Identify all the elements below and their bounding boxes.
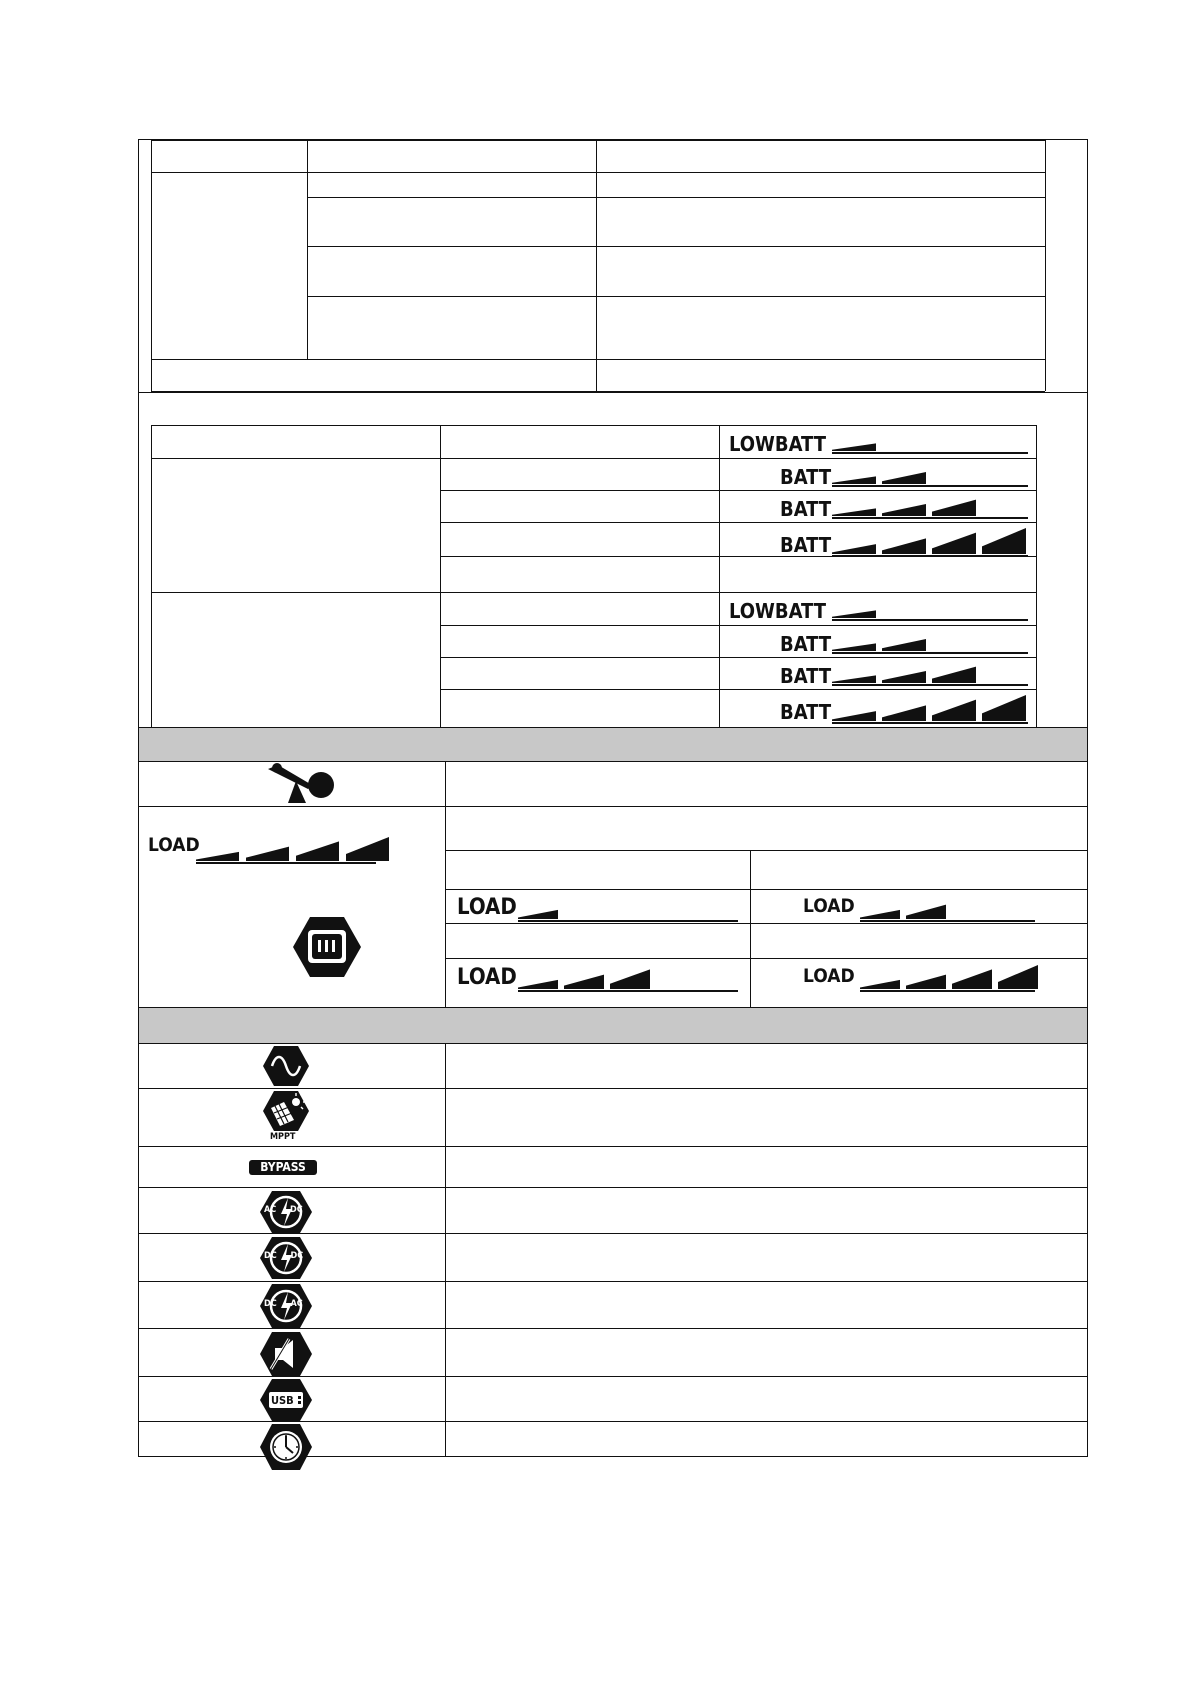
load-lead-segment bbox=[296, 841, 339, 861]
load-cell-label: LOAD bbox=[457, 965, 517, 990]
clock-icon bbox=[259, 1423, 313, 1471]
load-cell-label: LOAD bbox=[803, 895, 855, 917]
battery-label: BATT bbox=[780, 465, 832, 489]
battery-segment bbox=[832, 675, 876, 683]
battery-segment bbox=[832, 508, 876, 516]
battery-label: BATT bbox=[780, 533, 832, 557]
load-level-bar bbox=[860, 894, 1039, 924]
battery-level-bar bbox=[832, 662, 1032, 688]
battery-segment bbox=[882, 671, 926, 683]
battery-label: BATT bbox=[780, 700, 832, 724]
load-cell-label: LOAD bbox=[457, 895, 517, 920]
battery-segment bbox=[832, 476, 876, 484]
load-cell-label: LOAD bbox=[803, 965, 855, 987]
ac-dc-label: AC DC bbox=[264, 1205, 303, 1215]
usb-label: USB bbox=[271, 1394, 294, 1407]
battery-segment bbox=[832, 610, 876, 618]
bypass-label: BYPASS bbox=[260, 1160, 306, 1174]
battery-segment bbox=[832, 544, 876, 554]
load-lead-label: LOAD bbox=[148, 834, 200, 856]
battery-segment bbox=[982, 528, 1026, 554]
battery-label: BATT bbox=[780, 664, 832, 688]
battery-segment bbox=[932, 500, 976, 516]
load-segment bbox=[518, 980, 558, 989]
battery-segment bbox=[832, 711, 876, 721]
load-segment bbox=[906, 975, 946, 989]
load-lead-segment bbox=[346, 837, 389, 861]
battery-label: BATT bbox=[780, 632, 832, 656]
battery-segment bbox=[882, 705, 926, 721]
load-segment bbox=[906, 905, 946, 919]
mppt-label: MPPT bbox=[270, 1132, 296, 1142]
overload-icon bbox=[266, 763, 336, 807]
battery-segment bbox=[882, 472, 926, 484]
battery-level-bar bbox=[832, 630, 1032, 656]
load-lead-segment bbox=[246, 847, 289, 861]
battery-level-bar bbox=[832, 527, 1032, 559]
ac-sine-icon bbox=[262, 1045, 310, 1087]
section-header-load bbox=[139, 727, 1087, 761]
dc-ac-label: DC AC bbox=[264, 1299, 303, 1309]
load-segment bbox=[952, 969, 992, 989]
load-level-bar bbox=[518, 964, 742, 994]
ac-outlet-icon bbox=[292, 916, 362, 978]
battery-label: BATT bbox=[780, 497, 832, 521]
load-segment bbox=[860, 980, 900, 989]
load-segment bbox=[860, 910, 900, 919]
load-lead-bar bbox=[196, 836, 380, 866]
battery-level-bar bbox=[832, 430, 1032, 456]
battery-segment bbox=[932, 700, 976, 721]
solar-panel-icon bbox=[262, 1090, 310, 1132]
battery-label: LOWBATT bbox=[729, 599, 826, 623]
dc-dc-label: DC DC bbox=[264, 1251, 304, 1261]
battery-segment bbox=[832, 443, 876, 451]
battery-level-bar bbox=[832, 694, 1032, 726]
battery-segment bbox=[932, 667, 976, 683]
battery-segment bbox=[932, 533, 976, 554]
battery-level-bar bbox=[832, 597, 1032, 623]
section-header-modes bbox=[139, 1007, 1087, 1043]
load-segment bbox=[998, 965, 1038, 989]
battery-segment bbox=[832, 643, 876, 651]
battery-segment bbox=[882, 538, 926, 554]
load-segment bbox=[610, 969, 650, 989]
battery-label: LOWBATT bbox=[729, 432, 826, 456]
battery-segment bbox=[882, 504, 926, 516]
load-level-bar bbox=[518, 894, 742, 924]
load-level-bar bbox=[860, 964, 1039, 994]
battery-level-bar bbox=[832, 463, 1032, 489]
load-segment bbox=[518, 910, 558, 919]
load-lead-segment bbox=[196, 852, 239, 861]
mute-icon bbox=[259, 1331, 313, 1377]
battery-level-bar bbox=[832, 495, 1032, 521]
battery-segment bbox=[882, 639, 926, 651]
battery-segment bbox=[982, 695, 1026, 721]
load-segment bbox=[564, 975, 604, 989]
